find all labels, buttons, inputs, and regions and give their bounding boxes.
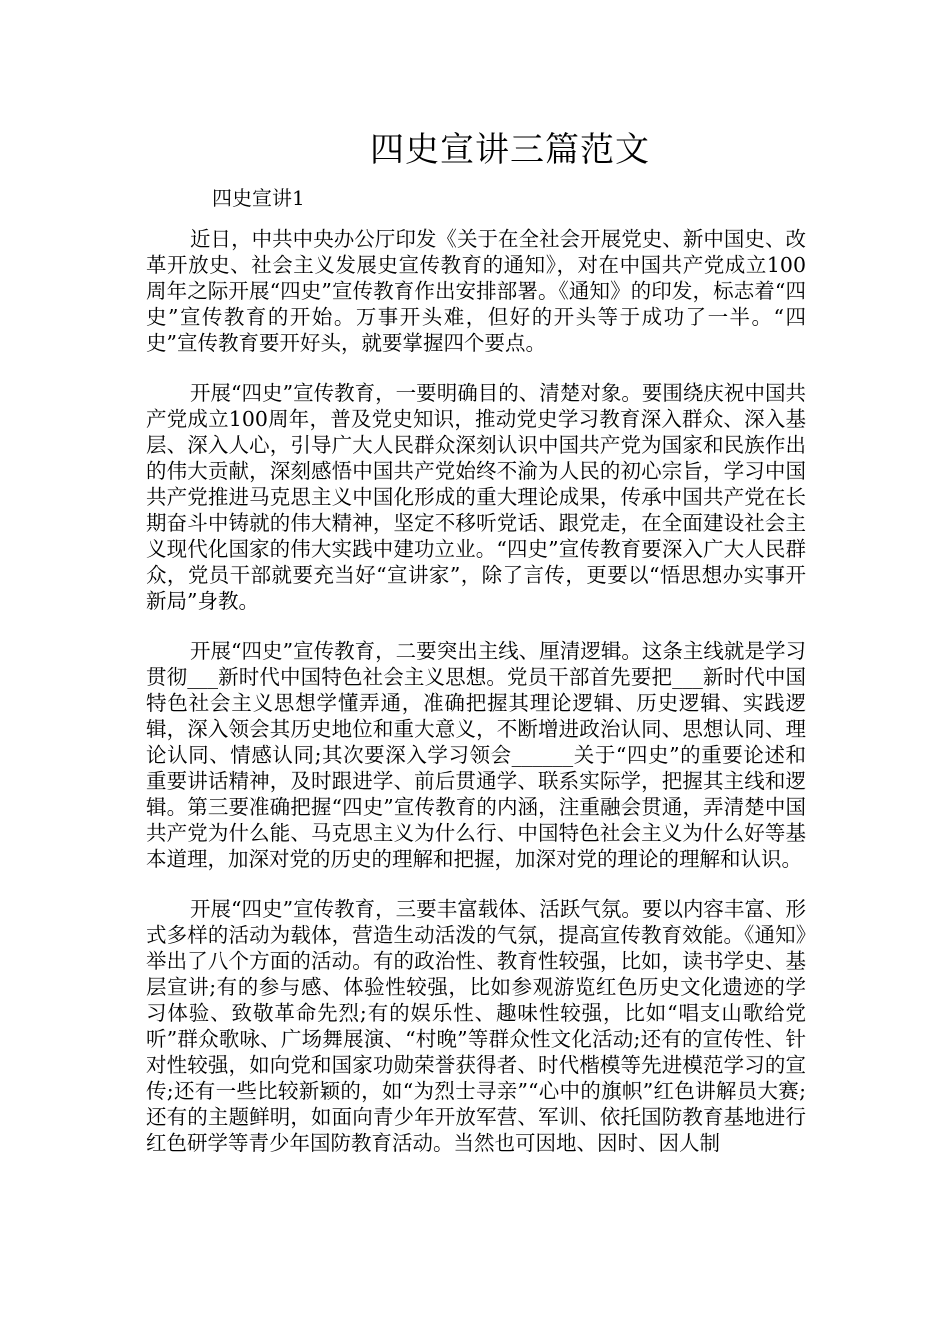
- paragraph-3: 开展“四史”宣传教育，二要突出主线、厘清逻辑。这条主线就是学习贯彻___新时代中国特色社会主义思想。党员干部首先要把___新时代中国特色社会主义思想学懂弄通，准确把握其理论逻辑、历史逻辑、实践逻辑，深入领会其历史地位和重大意义，不断增进政治认同、思想认同、理论认同、情感认同;其次要深入学习领会______关于“四史”的重要论述和重要讲话精神，及时跟进学、前后贯通学、联系实际学，把握其主线和逻辑。第三要准确把握“四史”宣传教育的内涵，注重融会贯通，弄清楚中国共产党为什么能、马克思主义为什么行、中国特色社会主义为什么好等基本道理，加深对党的历史的理解和把握，加深对党的理论的理解和认识。: [146, 639, 806, 871]
- paragraph-2: 开展“四史”宣传教育，一要明确目的、清楚对象。要围绕庆祝中国共产党成立100周年，普及党史知识，推动党史学习教育深入群众、深入基层、深入人心，引导广大人民群众深刻认识中国共产党为国家和民族作出的伟大贡献，深刻感悟中国共产党始终不渝为人民的初心宗旨，学习中国共产党推进马克思主义中国化形成的重大理论成果，传承中国共产党在长期奋斗中铸就的伟大精神，坚定不移听党话、跟党走，在全面建设社会主义现代化国家的伟大实践中建功立业。“四史”宣传教育要深入广大人民群众，党员干部就要充当好“宣讲家”，除了言传，更要以“悟思想办实事开新局”身教。: [146, 381, 806, 613]
- document-title: 四史宣讲三篇范文: [370, 130, 650, 170]
- section-heading: 四史宣讲1: [212, 186, 305, 210]
- paragraph-4: 开展“四史”宣传教育，三要丰富载体、活跃气氛。要以内容丰富、形式多样的活动为载体，营造生动活泼的气氛，提高宣传教育效能。《通知》举出了八个方面的活动。有的政治性、教育性较强，比如，读书学史、基层宣讲;有的参与感、体验性较强，比如参观游览红色历史文化遗迹的学习体验、致敬革命先烈;有的娱乐性、趣味性较强，比如“唱支山歌给党听”群众歌咏、广场舞展演、“村晚”等群众性文化活动;还有的宣传性、针对性较强，如向党和国家功勋荣誉获得者、时代楷模等先进模范学习的宣传;还有一些比较新颖的，如“为烈士寻亲”“心中的旗帜”红色讲解员大赛;还有的主题鲜明，如面向青少年开放军营、军训、依托国防教育基地进行红色研学等青少年国防教育活动。当然也可因地、因时、因人制: [146, 897, 806, 1155]
- document-body: [146, 226, 806, 1180]
- paragraph-1: 近日，中共中央办公厅印发《关于在全社会开展党史、新中国史、改革开放史、社会主义发展史宣传教育的通知》，对在中国共产党成立100周年之际开展“四史”宣传教育作出安排部署。《通知》的印发，标志着“四史”宣传教育的开始。万事开头难，但好的开头等于成功了一半。“四史”宣传教育要开好头，就要掌握四个要点。: [146, 227, 806, 355]
